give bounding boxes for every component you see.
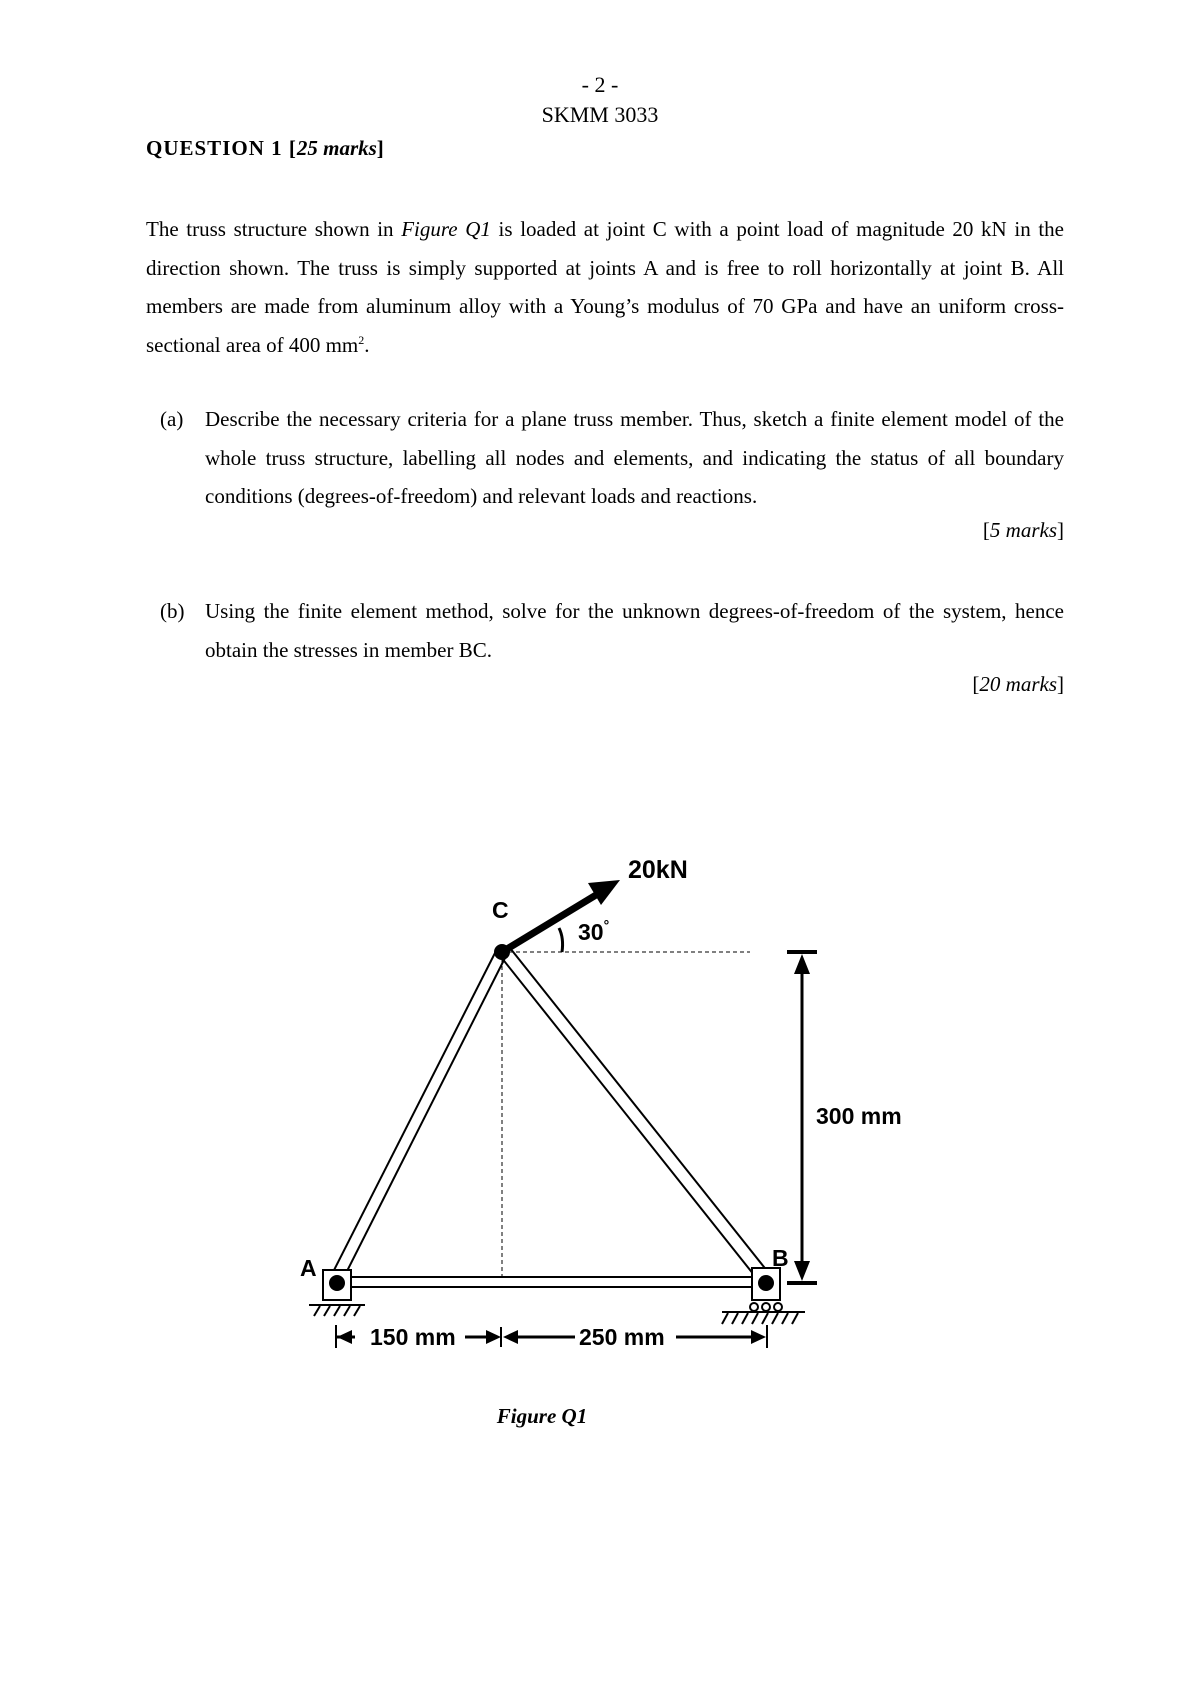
part-b-label: (b)	[160, 599, 185, 623]
member-ab	[336, 1277, 762, 1287]
height-label: 300 mm	[816, 1103, 902, 1129]
intro-text-1: The truss structure shown in	[146, 217, 402, 241]
course-code: SKMM 3033	[541, 102, 659, 127]
question-title-prefix: QUESTION 1 [	[146, 136, 297, 160]
question-title-suffix: ]	[376, 136, 385, 160]
member-bc	[501, 948, 768, 1280]
page-number: - 2 -	[581, 72, 619, 97]
figure-caption: Figure Q1	[496, 1404, 588, 1428]
question-total-marks: 25 marks	[296, 136, 377, 160]
angle-unit: °	[603, 917, 610, 933]
height-dimension	[787, 952, 817, 1283]
joint-b	[758, 1275, 774, 1291]
part-b-text: Using the finite element method, solve for the unknown degrees-of-freedom of the system, hence obtain the stresses in member BC.	[205, 599, 1064, 662]
intro-text-end: .	[364, 332, 370, 357]
node-label-a: A	[300, 1255, 317, 1281]
node-label-b: B	[772, 1245, 789, 1271]
angle-arc	[559, 928, 563, 952]
part-a-marks: [5 marks]	[982, 518, 1064, 542]
load-label: 20kN	[628, 856, 688, 884]
joint-a	[329, 1275, 345, 1291]
node-label-c: C	[492, 897, 509, 923]
part-b-marks: [20 marks]	[972, 672, 1064, 696]
right-span-label: 250 mm	[579, 1324, 665, 1350]
intro-superscript: 2	[358, 332, 365, 347]
left-span-label: 150 mm	[370, 1324, 456, 1350]
joint-c	[494, 944, 510, 960]
part-a-text: Describe the necessary criteria for a plane truss member. Thus, sketch a finite element model of the whole truss structure, labelling all nodes and elements, and indicating the status of all boundary conditions (degrees-of-freedom) and relevant loads and reactions.	[205, 407, 1064, 508]
part-b-marks-value: 20 marks	[979, 672, 1057, 696]
angle-value: 30	[578, 919, 604, 945]
part-a-marks-value: 5 marks	[989, 518, 1057, 542]
angle-label	[578, 917, 609, 945]
member-ac	[329, 951, 507, 1283]
intro-figure-ref: Figure Q1	[401, 217, 491, 241]
part-a-label: (a)	[160, 407, 184, 431]
intro-text-2: is loaded at joint C with a point load of magnitude 20 kN in the direction shown. The truss is simply supported at joints A and is free to roll horizontally at joint B. All members are made from aluminum alloy with a Young’s modulus of 70 GPa and have an uniform cross-sectional area of 400 mm	[146, 217, 1064, 357]
